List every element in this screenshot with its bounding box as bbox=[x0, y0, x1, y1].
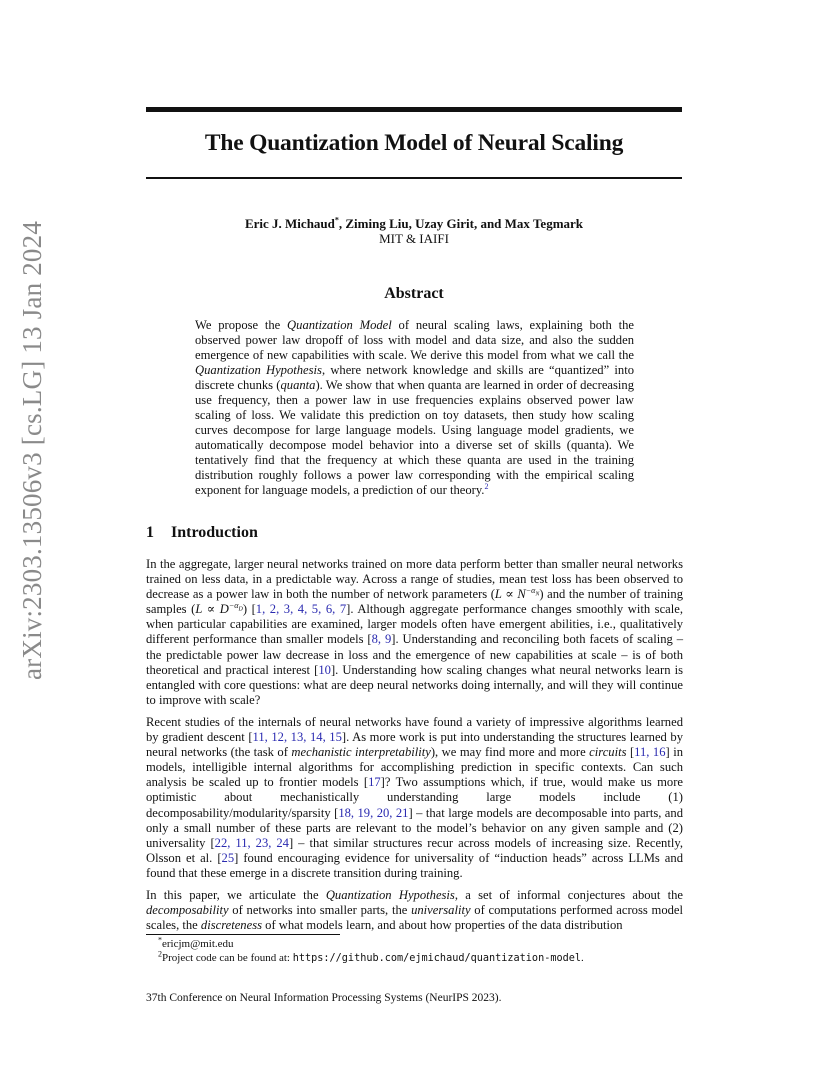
paragraph-text: , a set of informal conjectures about the bbox=[454, 887, 684, 902]
paragraph-text: In the aggregate, larger neural networks trained on more data perform better than smaller neural networks trained on less data, in a predictable way. Across a range of studies, mean test loss has been observed to decrease as a power law in both the number of network parameters ( bbox=[146, 557, 683, 602]
affiliation: MIT & IAIFI bbox=[379, 231, 449, 246]
emphasis: circuits bbox=[589, 745, 627, 760]
introduction-body bbox=[146, 557, 683, 940]
math-text: L ∝ D bbox=[195, 602, 229, 617]
project-code-url[interactable]: https://github.com/ejmichaud/quantization-model bbox=[292, 953, 582, 964]
paragraph-text: In this paper, we articulate the bbox=[146, 887, 326, 902]
citation-link[interactable]: 22, 11, 23, 24 bbox=[214, 835, 289, 850]
paragraph-text: ] found encouraging evidence for universality of “induction heads” across LLMs and found that these emerge in a discrete transition during training. bbox=[146, 850, 683, 880]
paragraph-text: ]. As more work is put into understanding the structures learned by neural networks (the task of bbox=[146, 730, 683, 760]
paragraph-text: ]. Although aggregate performance changes smoothly with scale, when particular capabilities are examined, larger models often have emergent abilities, i.e., qualitatively different performance than smaller models [ bbox=[146, 602, 684, 647]
paragraph-text: ]. Understanding and reconciling both facets of scaling – the predictable power law decrease in loss and the emergence of new capabilities at scale – is of both theoretical and practical interest [ bbox=[146, 632, 683, 677]
arxiv-identifier: arXiv:2303.13506v3 [cs.LG] 13 Jan 2024 bbox=[17, 220, 47, 680]
footnote-text: . bbox=[581, 952, 584, 964]
citation-link[interactable]: 10 bbox=[318, 662, 331, 677]
abstract-text: , where network knowledge and skills are “quantized” into discrete chunks ( bbox=[195, 363, 634, 392]
abstract-text: of neural scaling laws, explaining both the observed power law dropoff of loss with model and data size, and also the sudden emergence of new capabilities with scale. We derive this model from what we call the bbox=[195, 318, 634, 362]
footnote-link[interactable]: 2 bbox=[484, 481, 489, 491]
abstract-emphasis: Quantization Hypothesis bbox=[195, 363, 322, 377]
paragraph-text: of what models learn, and about how properties of the data distribution bbox=[262, 918, 623, 933]
emphasis: mechanistic interpretability bbox=[291, 745, 431, 760]
footnote-mark: 2 bbox=[158, 949, 162, 959]
section-title: Introduction bbox=[171, 524, 258, 541]
math-expression bbox=[495, 587, 539, 601]
title-bottom-rule bbox=[146, 177, 682, 179]
paper-title: The Quantization Model of Neural Scaling bbox=[204, 130, 624, 156]
footnote-rule bbox=[146, 934, 340, 935]
citation-link[interactable]: 8, 9 bbox=[371, 632, 392, 647]
paragraph bbox=[146, 888, 683, 933]
citation-link[interactable]: 18, 19, 20, 21 bbox=[338, 805, 409, 820]
author-email[interactable]: ericjm@mit.edu bbox=[162, 938, 234, 950]
abstract-emphasis: quanta bbox=[280, 378, 316, 392]
abstract-heading: Abstract bbox=[384, 285, 444, 302]
footnote-text: Project code can be found at: bbox=[162, 952, 293, 964]
paragraph-text: ] – that similar structures recur across models of increasing size. Recently, Olsson et al. [ bbox=[146, 835, 683, 865]
citation-link[interactable]: 1, 2, 3, 4, 5, 6, 7 bbox=[255, 602, 347, 617]
paragraph bbox=[146, 715, 683, 881]
paragraph-text: ] – that large models are decomposable into parts, and only a small number of these parts are relevant to the model’s behavior on any given sample and (2) universality [ bbox=[146, 805, 683, 850]
citation-link[interactable]: 17 bbox=[368, 775, 381, 790]
abstract-body bbox=[195, 318, 634, 498]
title-top-rule bbox=[146, 107, 682, 112]
paragraph-text: ), we may find more and more bbox=[430, 745, 590, 760]
paragraph-text: [ bbox=[626, 745, 635, 760]
section-heading bbox=[146, 524, 258, 542]
emphasis: decomposability bbox=[146, 903, 229, 918]
emphasis: discreteness bbox=[200, 918, 262, 933]
math-text: −α bbox=[228, 601, 239, 611]
footnote-1 bbox=[158, 937, 678, 951]
paragraph-text: of networks into smaller parts, the bbox=[228, 903, 412, 918]
paragraph-text: ] in models, intelligible internal algorithms for accomplishing prediction in specific contexts. Can such analysis be scaled up to frontier models [ bbox=[146, 745, 684, 790]
emphasis: universality bbox=[411, 903, 471, 918]
footnote-mark: * bbox=[158, 935, 162, 945]
paragraph-text: ]. Understanding how scaling changes what neural networks learn is entangled with core questions: what are deep neural networks doing internally, and will they will continue to improve with scale? bbox=[146, 662, 683, 707]
author-footnote-mark: * bbox=[334, 215, 339, 225]
citation-link[interactable]: 25 bbox=[221, 850, 235, 865]
venue-footer: 37th Conference on Neural Information Processing Systems (NeurIPS 2023). bbox=[146, 992, 502, 1004]
emphasis: Quantization Hypothesis bbox=[325, 887, 455, 902]
abstract-text: We propose the bbox=[195, 318, 288, 332]
paragraph-text: ) [ bbox=[242, 602, 256, 617]
paragraph-text: ) and the number of training samples ( bbox=[146, 587, 684, 617]
math-subscript: D bbox=[238, 606, 243, 613]
math-exponent bbox=[228, 601, 243, 613]
citation-link[interactable]: 11, 16 bbox=[634, 745, 666, 760]
math-subscript: N bbox=[535, 591, 540, 598]
abstract-text: ). We show that when quanta are learned in order of decreasing use frequency, then a power law in use frequencies explains observed power law scaling of loss. We validate this prediction on toy datasets, then study how scaling curves decompose for large language models. Using language model gradients, we automatically decompose model behavior into a diverse set of skills (quanta). We tentatively find that the frequency at which these quanta are used in the training distribution roughly follows a power law corresponding with the empirical scaling exponent for language models, a prediction of our theory. bbox=[195, 378, 634, 497]
paragraph-text: ]? Two assumptions which, if true, would make us more optimistic about mechanistically understanding large models include (1) decomposability/modularity/sparsity [ bbox=[146, 775, 683, 820]
author-rest: , Ziming Liu, Uzay Girit, and Max Tegmark bbox=[338, 216, 584, 231]
math-exponent bbox=[525, 586, 540, 598]
paragraph-text: Recent studies of the internals of neural networks have found a variety of impressive algorithms learned by gradient descent [ bbox=[146, 714, 683, 745]
footnote-2 bbox=[158, 951, 678, 966]
math-text: L ∝ N bbox=[494, 587, 526, 602]
paragraph-text: of computations performed across model scales, the bbox=[146, 903, 683, 933]
footnotes bbox=[158, 937, 678, 966]
citation-link[interactable]: 11, 12, 13, 14, 15 bbox=[252, 730, 342, 745]
paragraph bbox=[146, 557, 683, 708]
math-expression bbox=[195, 602, 242, 616]
author-first: Eric J. Michaud bbox=[244, 216, 335, 231]
section-number: 1 bbox=[146, 524, 154, 541]
author-list bbox=[146, 216, 682, 232]
math-text: −α bbox=[525, 586, 536, 595]
abstract-emphasis: Quantization Model bbox=[287, 318, 392, 332]
